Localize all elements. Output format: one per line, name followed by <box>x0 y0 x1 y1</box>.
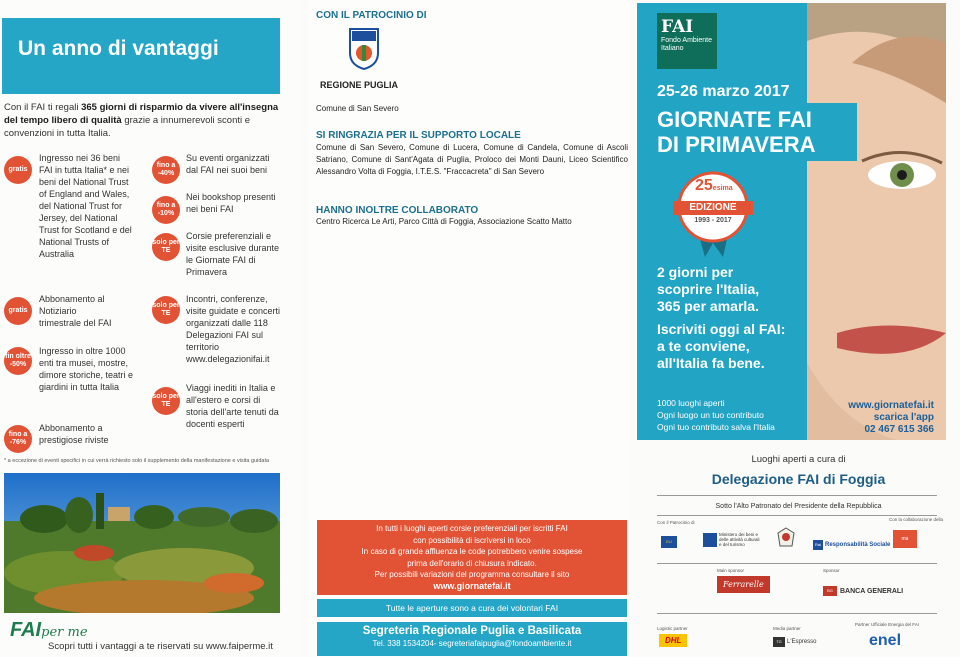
edition-num: 25 <box>695 177 713 194</box>
faiperme-logo-script: per me <box>41 625 88 640</box>
collab-logo <box>893 530 917 548</box>
enel-logo <box>869 632 901 650</box>
fact-line: 1000 luoghi aperti <box>657 398 725 408</box>
divider <box>657 613 937 614</box>
slogan-line: 2 giorni per <box>657 264 734 280</box>
faiperme-logo <box>10 619 88 642</box>
info-line: prima dell'orario di chiusura indicato. <box>407 558 537 568</box>
info-url: www.giornatefai.it <box>433 580 511 591</box>
collab-icon: ma <box>893 530 917 548</box>
regione-crest-icon <box>348 27 380 71</box>
ferrarelle-text: Ferrarelle <box>717 576 770 593</box>
event-title <box>651 103 857 161</box>
label-collaborazione: Con la collaborazione della <box>889 517 944 522</box>
edition-word: EDIZIONE <box>689 202 737 213</box>
fact-line: Ogni luogo un tuo contributo <box>657 410 764 420</box>
info-line: In tutti i luoghi aperti corsie preferenziali per iscritti FAI <box>376 524 568 533</box>
eu-logo <box>661 536 677 548</box>
slogan-line: all'Italia fa bene. <box>657 355 765 371</box>
label-main-sponsor: Main sponsor <box>717 568 745 573</box>
banca-text: BANCA GENERALI <box>840 587 904 595</box>
badge-solo-per-te: solo per TE <box>152 296 180 324</box>
benefit-item: Abbonamento al Notiziario trimestrale del FAI <box>39 294 112 328</box>
fai-logo <box>657 13 717 69</box>
ferrarelle-logo <box>717 576 770 593</box>
info-line: In caso di grande affluenza le code potrebbero venire sospese <box>361 547 583 556</box>
benefit-item: Su eventi organizzati dal FAI nei suoi beni <box>186 153 270 175</box>
phone-number: 02 467 615 366 <box>864 424 934 435</box>
eu-flag-icon: EU <box>661 536 677 548</box>
faiperme-logo-text: FAI <box>10 619 42 641</box>
benefit-item: Viaggi inediti in Italia e all'estero e corsi di storia dell'arte tenuti da docenti esperti <box>186 383 279 429</box>
vantaggi-header <box>2 18 280 94</box>
web-contacts <box>848 400 934 436</box>
panel-ringraziamenti <box>308 0 630 657</box>
fact-line: Ogni tuo contributo salva l'Italia <box>657 422 775 432</box>
enel-text: enel <box>869 632 902 649</box>
vantaggi-intro <box>4 101 284 140</box>
supporto-text: Comune di San Severo, Comune di Lucera, Comune di Candela, Comune di Ascoli Satriano, Comune di Sant'Agata di Puglia, Proloco dei Monti Dauni, Liceo Scientifico Alessandro Volta di Foggia, I.T.E.S. "Fraccacreta" di San Severo <box>316 143 628 176</box>
badge-solo-per-te: solo per TE <box>152 233 180 261</box>
segreteria-title: Segreteria Regionale Puglia e Basilicata <box>362 625 582 637</box>
divider <box>657 495 937 496</box>
banca-generali-logo <box>823 586 903 596</box>
edition-sup: esima <box>712 185 733 192</box>
fai-logo-text: FAI <box>661 17 694 37</box>
intro-part-c: grazie a innumerevoli sconti e convenzioni in tutta Italia. <box>4 115 251 139</box>
collab-text: Centro Ricerca Le Arti, Parco Città di Foggia, Associazione Scatto Matto <box>316 217 572 226</box>
delegazione-title: Delegazione FAI di Foggia <box>711 471 886 487</box>
dhl-text: DHL <box>659 634 687 647</box>
banca-icon: BG <box>823 586 837 596</box>
facts-list <box>657 397 775 433</box>
ministero-icon <box>703 533 717 547</box>
intro-part-b: 365 giorni di risparmio da vivere all'insegna del tempo libero di qualità <box>4 102 279 126</box>
volunteers-bar: Tutte le aperture sono a cura dei volontari FAI <box>317 599 627 617</box>
csr-text: Responsabilità Sociale <box>825 542 891 548</box>
media-partner-text: L'Espresso <box>787 639 817 645</box>
badge-gratis: gratis <box>4 297 32 325</box>
luoghi-label: Luoghi aperti a cura di <box>751 454 846 465</box>
patronato-label: Sotto l'Alto Patronato del Presidente della Repubblica <box>715 503 882 510</box>
info-line: con possibilità di iscriversi in loco <box>413 535 531 545</box>
label-sponsor: Sponsor <box>823 568 840 573</box>
benefit-item: Incontri, conferenze, visite guidate e concerti organizzati dalle 118 Delegazioni FAI sul territorio www.delegazionifai.it <box>186 294 281 364</box>
divider <box>657 563 937 564</box>
regione-label: REGIONE PUGLIA <box>320 80 399 90</box>
rai-icon: Rai <box>813 540 823 550</box>
badge-discount: fino a -76% <box>4 425 32 453</box>
benefit-item: Ingresso nei 36 beni FAI in tutta Italia* e nei beni del National Trust of England and Wales, del National Trust for Jersey, del National Trust for Scotland e del National Trusts of Australia <box>39 153 132 259</box>
badge-solo-per-te: solo per TE <box>152 387 180 415</box>
fai-logo-sub: Fondo Ambiente Italiano <box>661 37 712 52</box>
cover-image <box>637 3 946 440</box>
panel-cover <box>637 0 960 657</box>
slogan-line: scoprire l'Italia, <box>657 281 760 297</box>
divider <box>657 515 937 516</box>
benefit-item: Nei bookshop presenti nei beni FAI <box>186 192 276 214</box>
ministero-text: Ministero dei beni e delle attività culturali e del turismo <box>719 532 760 547</box>
media-icon: TG <box>773 637 785 647</box>
media-partner-logo <box>773 637 817 647</box>
info-line: Per possibili variazioni del programma consultare il sito <box>374 570 570 579</box>
label-logistic: Logistic partner <box>657 626 688 631</box>
badge-discount: fin oltre -50% <box>4 347 32 375</box>
event-title-line1: GIORNATE FAI <box>657 107 812 132</box>
info-box <box>317 520 627 595</box>
slogan-line: 365 per amarla. <box>657 298 759 314</box>
edition-number <box>695 177 733 195</box>
dhl-logo <box>659 634 687 647</box>
slogan-line: a te conviene, <box>657 338 750 354</box>
comune-label: Comune di San Severo <box>316 104 399 113</box>
rai-logo <box>813 540 890 550</box>
badge-discount: fino a -10% <box>152 196 180 224</box>
panel-vantaggi <box>0 0 300 657</box>
intro-part-a: Con il FAI ti regali <box>4 102 82 113</box>
benefit-item: Corsie preferenziali e visite esclusive durante le Giornate FAI di Primavera <box>186 231 280 277</box>
patrocinio-title: CON IL PATROCINIO DI <box>316 10 427 21</box>
benefit-item: Ingresso in oltre 1000 enti tra musei, mostre, dimore storiche, teatri e giardini in tutta Italia <box>39 346 134 392</box>
label-media: Media partner <box>773 626 801 631</box>
label-patrocinio: Con il Patrocinio di <box>657 520 695 525</box>
faiperme-link-text: Scopri tutti i vantaggi a te riservati su www.faiperme.it <box>48 641 273 652</box>
quirinale-emblem-icon <box>777 527 795 547</box>
badge-discount: fino a -40% <box>152 156 180 184</box>
event-title-line2: DI PRIMAVERA <box>657 132 816 157</box>
slogan-two <box>657 321 785 372</box>
label-energy: Partner Ufficiale Energia del FAI <box>855 622 919 627</box>
footnote: * a eccezione di eventi specifici in cui verrà richiesto solo il supplemento della manifestazione e visita guidata <box>4 458 270 464</box>
landscape-photo <box>4 473 280 613</box>
badge-gratis: gratis <box>4 156 32 184</box>
slogan-line: Iscriviti oggi al FAI: <box>657 321 786 337</box>
supporto-title: SI RINGRAZIA PER IL SUPPORTO LOCALE <box>316 130 521 141</box>
edition-years: 1993 - 2017 <box>694 217 732 224</box>
vantaggi-title: Un anno di vantaggi <box>18 37 219 60</box>
segreteria-contact: Tel. 338 1534204- segreteriafaipuglia@fondoambiente.it <box>372 639 572 648</box>
event-dates: 25-26 marzo 2017 <box>657 83 790 100</box>
app-text: scarica l'app <box>873 412 934 423</box>
ministero-logo <box>703 532 763 547</box>
slogan-one <box>657 264 759 315</box>
benefit-item: Abbonamento a prestigiose riviste <box>39 423 109 445</box>
website-link: www.giornatefai.it <box>848 400 934 411</box>
collab-title: HANNO INOLTRE COLLABORATO <box>316 205 479 216</box>
segreteria-box <box>317 622 627 656</box>
